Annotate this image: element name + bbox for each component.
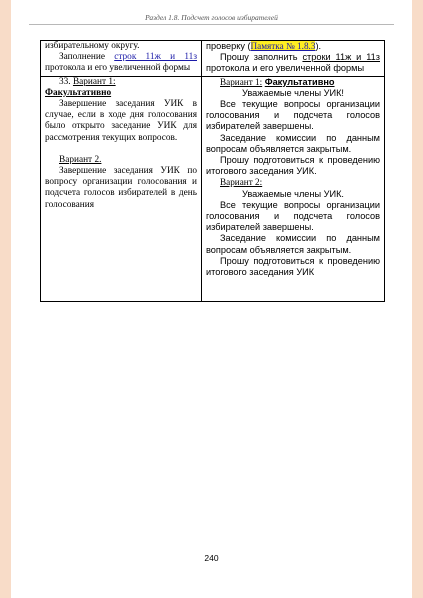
please-prefix: Прошу заполнить: [220, 52, 303, 63]
speech-para-5: Заседание комиссии по данным вопросам объявляется закрытым.: [206, 233, 380, 255]
please-suffix: протокола и его увеличенной формы: [206, 63, 365, 74]
greeting-2: Уважаемые члены УИК.: [242, 188, 344, 199]
fill-prefix: Заполнение: [59, 52, 115, 63]
running-header: Раздел 1.8. Подсчет голосов избирателей: [145, 13, 278, 22]
check-prefix: проверку (: [206, 41, 251, 51]
right-variant2-label: Вариант 2:: [220, 177, 263, 188]
document-page: [11, 0, 412, 598]
header-rule: [29, 24, 394, 25]
left-optional-label: Факультативно: [45, 87, 112, 98]
table-row: [41, 76, 385, 301]
row1-right-cell: [202, 41, 385, 77]
greeting-1: Уважаемые члены УИК!: [242, 87, 344, 98]
left-variant1-label: Вариант 1:: [72, 76, 116, 87]
memo-link[interactable]: Памятка № 1.8.3: [250, 41, 316, 51]
left-variant2-text: Завершение заседания УИК по вопросу организации голосования и подсчета голосов избирателей в день голосования: [45, 166, 197, 210]
left-variant2-label: Вариант 2.: [59, 154, 102, 165]
item-number: 33.: [59, 76, 71, 87]
fill-link[interactable]: строк 11ж и 11з: [114, 52, 197, 63]
fill-suffix: протокола и его увеличенной формы: [45, 63, 191, 74]
speech-para-1: Все текущие вопросы организации голосования и подсчета голосов избирателей завершены.: [206, 99, 380, 132]
page-number: 240: [204, 553, 219, 563]
right-variant1-heading: [206, 77, 380, 88]
row2-right-cell: [202, 76, 385, 301]
left-variant1-text: Завершение заседания УИК в случае, если в ходе дня голосования было открыто заседание УИК для рассмотрения текущих вопросов.: [45, 99, 197, 143]
speech-para-6: Прошу подготовиться к проведению итогового заседания УИК: [206, 255, 380, 278]
speech-para-3: Прошу подготовиться к проведению итогового заседания УИК.: [206, 155, 380, 177]
row2-left-cell: [41, 76, 202, 301]
rows-link[interactable]: строки 11ж и 11з: [302, 52, 380, 63]
spacer: [45, 144, 197, 155]
procedure-table: [40, 40, 385, 302]
please-fill-text: [206, 52, 380, 74]
table-row: [41, 41, 385, 77]
fill-instruction: [45, 52, 197, 74]
check-suffix: ).: [315, 41, 322, 51]
row1-left-cell: [41, 41, 202, 77]
speech-para-2: Заседание комиссии по данным вопросам объявляется закрытым.: [206, 132, 380, 154]
right-variant1-label: Вариант 1:: [220, 76, 263, 87]
speech-para-4: Все текущие вопросы организации голосования и подсчета голосов избирателей завершены.: [206, 199, 380, 233]
left-margin-band: [0, 0, 11, 598]
right-optional-label: Факультативно: [264, 76, 335, 87]
right-margin-band: [412, 0, 423, 598]
continuation-text: избирательному округу.: [45, 41, 140, 51]
check-text: [206, 41, 380, 52]
item-heading: [45, 77, 197, 88]
